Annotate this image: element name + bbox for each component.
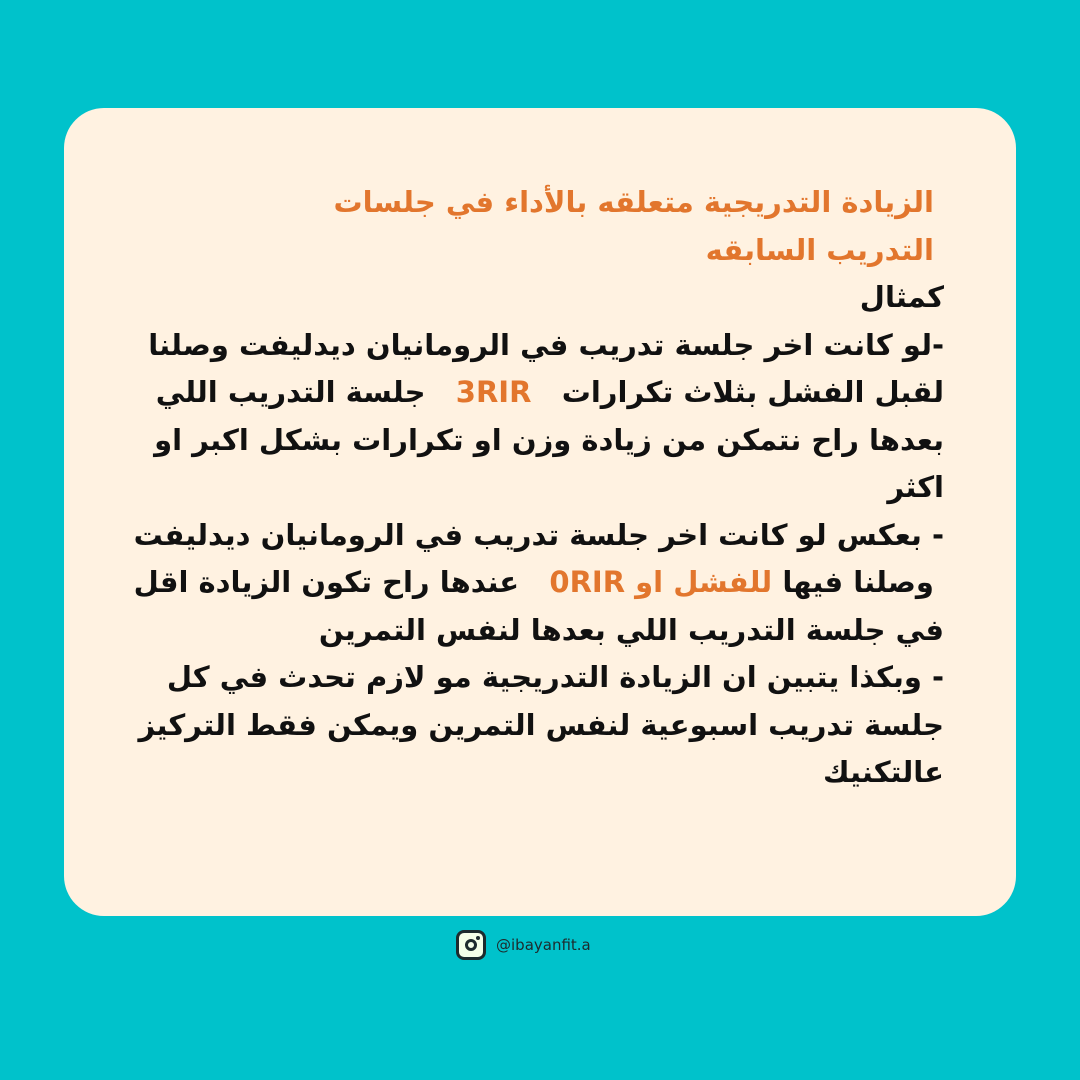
instagram-dot xyxy=(476,936,480,940)
paragraph-1-line-2 xyxy=(114,369,944,417)
paragraph-2-line-1: - بعكس لو كانت اخر جلسة تدريب في الرومانيان ديدليفت xyxy=(133,517,944,552)
paragraph-2-line-2-start: وصلنا فيها xyxy=(782,565,934,599)
post-content xyxy=(114,178,944,797)
title-line-1: الزيادة التدريجية متعلقه بالأداء في جلسات xyxy=(333,185,934,219)
paragraph-1-line-3: بعدها راح نتمكن من زيادة وزن او تكرارات بشكل اكبر او xyxy=(154,422,944,457)
post-title xyxy=(214,178,944,274)
paragraph-2-line-2-end: عندها راح تكون الزيادة اقل xyxy=(133,565,520,599)
failure-highlight: للفشل او 0RIR xyxy=(549,565,773,599)
rir-3-highlight: 3RIR xyxy=(455,375,532,409)
paragraph-3-line-1: - وبكذا يتبين ان الزيادة التدريجية مو لازم تحدث في كل xyxy=(166,660,944,694)
paragraph-1-line-1: -لو كانت اخر جلسة تدريب في الرومانيان ديدليفت وصلنا xyxy=(148,327,944,362)
paragraph-1-line-2-end: جلسة التدريب اللي xyxy=(155,375,426,409)
instagram-icon[interactable] xyxy=(456,930,486,960)
instagram-lens xyxy=(465,939,477,951)
content-card xyxy=(64,108,1016,916)
intro-text: كمثال xyxy=(859,280,944,314)
instagram-handle[interactable]: @ibayanfit.a xyxy=(496,936,591,954)
post-body xyxy=(114,274,944,797)
title-line-2: التدريب السابقه xyxy=(705,233,934,267)
paragraph-1-line-4: اكثر xyxy=(887,470,944,504)
paragraph-3-line-2: جلسة تدريب اسبوعية لنفس التمرين ويمكن فقط التركيز xyxy=(138,707,944,742)
paragraph-1-line-2-start: لقبل الفشل بثلاث تكرارات xyxy=(561,375,944,409)
paragraph-2-line-2 xyxy=(114,559,944,607)
footer-handle[interactable] xyxy=(456,927,591,963)
paragraph-3-line-3: عالتكنيك xyxy=(823,755,944,789)
paragraph-2-line-3: في جلسة التدريب اللي بعدها لنفس التمرين xyxy=(318,612,944,647)
